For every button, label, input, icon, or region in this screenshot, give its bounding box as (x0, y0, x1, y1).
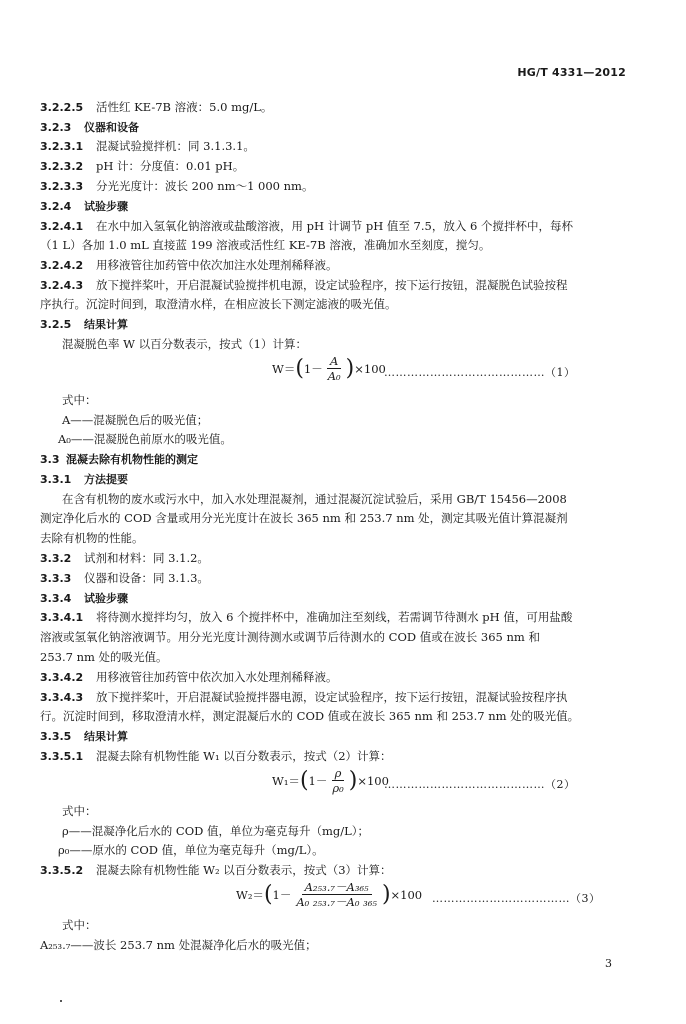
where-a2537: A₂₅₃.₇——波长 253.7 nm 处混凝净化后水的吸光值； (40, 938, 317, 952)
where-a: A——混凝脱色后的吸光值； (62, 413, 209, 427)
heading-3-3-4: 3.3.4 试验步骤 (40, 592, 128, 605)
formula-2-fraction: $\frac{\rho}{\text{ρ₀}}$ (332, 766, 344, 795)
clause-3-3-4-3-cont: 行。沉淀时间到，移取澄清水样，测定混凝后水的 COD 值或在波长 365 nm 和 253.7 nm 处的吸光值。 (40, 709, 580, 723)
clause-3-2-4-3-cont: 序执行。沉淀时间到，取澄清水样，在相应波长下测定滤液的吸光值。 (40, 297, 397, 311)
where-label-3: 式中： (62, 918, 97, 932)
formula-3: W₂＝ ( 1－ $\frac{\text{A₂₅₃.₇－A₃₆₅}}{\text{A₀ ₂₅₃.₇－A₀ ₃₆₅}}$ ) ×100 (236, 880, 423, 909)
clause-3-3-1-cont-1: 测定净化后水的 COD 含量或用分光光度计在波长 365 nm 和 253.7 nm 处，测定其吸光值计算混凝剂 (40, 511, 568, 525)
standard-number: HG/T 4331—2012 (517, 66, 626, 79)
page-number: 3 (605, 957, 612, 970)
formula-2: W₁＝ ( 1－ $\frac{\rho}{\text{ρ₀}}$ ) ×100 (272, 766, 389, 795)
formula-2-number: ……………………………………（2） (384, 778, 576, 791)
formula-1-fraction: $\frac{A}{\text{A₀}}$ (327, 354, 341, 383)
clause-3-3-4-1-cont-2: 253.7 nm 处的吸光值。 (40, 650, 168, 664)
heading-3-2-3: 3.2.3 仪器和设备 (40, 121, 139, 134)
clause-3-2-3-3: 3.2.3.3 分光光度计：波长 200 nm～1 000 nm。 (40, 179, 314, 193)
formula-3-number: ………………………………（3） (432, 892, 601, 905)
clause-3-2-4-2: 3.2.4.2 用移液管往加药管中依次加注水处理剂稀释液。 (40, 258, 338, 272)
scan-speck (60, 1000, 62, 1002)
where-label-2: 式中： (62, 804, 97, 818)
clause-3-3-5-1: 3.3.5.1 混凝去除有机物性能 W₁ 以百分数表示，按式（2）计算： (40, 749, 392, 763)
where-label-1: 式中： (62, 393, 97, 407)
formula-1: W＝ ( 1－ $\frac{A}{\text{A₀}}$ ) ×100 (272, 354, 386, 383)
clause-3-2-4-1: 3.2.4.1 在水中加入氢氧化钠溶液或盐酸溶液，用 pH 计调节 pH 值至 7.5，放入 6 个搅拌杯中，每杯 (40, 219, 573, 233)
clause-3-2-2-5: 3.2.2.5 活性红 KE-7B 溶液：5.0 mg/L。 (40, 100, 273, 114)
where-rho0: ρ₀——原水的 COD 值，单位为毫克每升（mg/L）。 (58, 843, 324, 857)
where-rho: ρ——混凝净化后水的 COD 值，单位为毫克每升（mg/L）； (62, 824, 370, 838)
clause-3-3-1-cont-2: 去除有机物的性能。 (40, 531, 144, 545)
heading-3-2-5: 3.2.5 结果计算 (40, 318, 128, 331)
clause-3-3-4-1-cont-1: 溶液或氢氧化钠溶液调节。用分光光度计测待测水或调节后待测水的 COD 值或在波长 365 nm 和 (40, 630, 540, 644)
clause-3-3-4-2: 3.3.4.2 用移液管往加药管中依次加入水处理剂稀释液。 (40, 670, 338, 684)
clause-3-3-5-2: 3.3.5.2 混凝去除有机物性能 W₂ 以百分数表示，按式（3）计算： (40, 863, 392, 877)
formula-3-fraction: $\frac{\text{A₂₅₃.₇－A₃₆₅}}{\text{A₀ ₂₅₃.₇－A₀ ₃₆₅}}$ (296, 880, 377, 909)
clause-3-2-3-2: 3.2.3.2 pH 计：分度值：0.01 pH。 (40, 159, 245, 173)
heading-3-2-4: 3.2.4 试验步骤 (40, 200, 128, 213)
heading-3-3-5: 3.3.5 结果计算 (40, 730, 128, 743)
clause-3-3-3: 3.3.3 仪器和设备：同 3.1.3。 (40, 571, 209, 585)
clause-3-2-3-1: 3.2.3.1 混凝试验搅拌机：同 3.1.3.1。 (40, 139, 255, 153)
clause-3-3-1-text: 在含有机物的废水或污水中，加入水处理混凝剂，通过混凝沉淀试验后，采用 GB/T 15456—2008 (62, 492, 567, 506)
heading-3-3-1: 3.3.1 方法提要 (40, 473, 128, 486)
clause-3-3-4-3: 3.3.4.3 放下搅拌桨叶，开启混凝试验搅拌器电源，设定试验程序，按下运行按钮，混凝试验按程序执 (40, 690, 568, 704)
clause-3-2-4-3: 3.2.4.3 放下搅拌桨叶，开启混凝试验搅拌机电源，设定试验程序，按下运行按钮，混凝脱色试验按程 (40, 278, 568, 292)
clause-3-2-4-1-cont: （1 L）各加 1.0 mL 直接蓝 199 溶液或活性红 KE-7B 溶液，准确加水至刻度，搅匀。 (40, 238, 491, 252)
where-a0: A₀——混凝脱色前原水的吸光值。 (58, 432, 232, 446)
clause-3-3-2: 3.3.2 试剂和材料：同 3.1.2。 (40, 551, 209, 565)
clause-3-3-4-1: 3.3.4.1 将待测水搅拌均匀，放入 6 个搅拌杯中，准确加注至刻线，若需调节待测水 pH 值，可用盐酸 (40, 610, 573, 624)
heading-3-3: 3.3 混凝去除有机物性能的测定 (40, 453, 198, 466)
formula-1-intro: 混凝脱色率 W 以百分数表示，按式（1）计算： (62, 337, 307, 351)
formula-1-number: ……………………………………（1） (384, 366, 576, 379)
